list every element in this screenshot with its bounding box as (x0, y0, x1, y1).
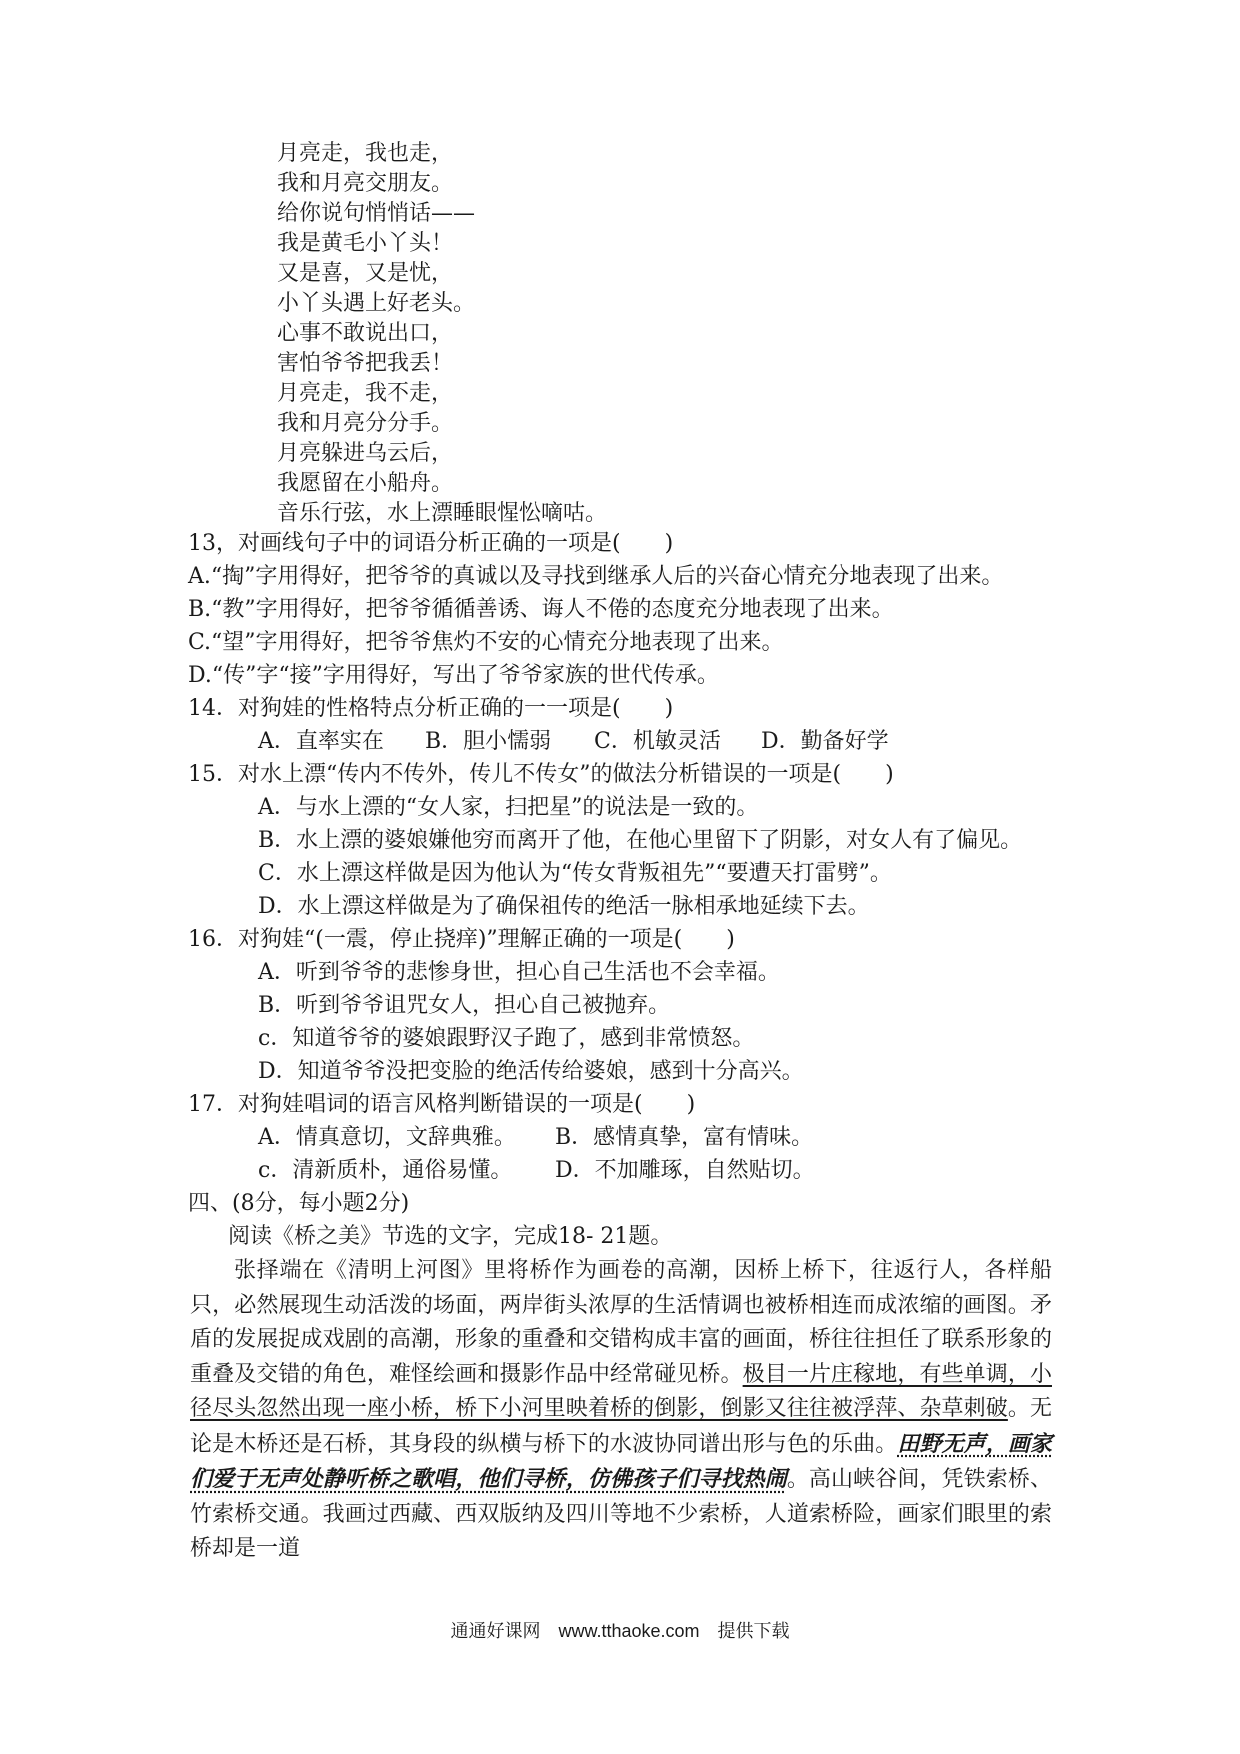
question-15-stem: 15．对水上漂“传内不传外，传儿不传女”的做法分析错误的一项是( ) (188, 762, 894, 787)
question-13-option-d: D.“传”字“接”字用得好，写出了爷爷家族的世代传承。 (188, 663, 719, 688)
question-14-option-d: D．勤备好学 (761, 729, 889, 754)
question-15-option-c: C．水上漂这样做是因为他认为“传女背叛祖先”“要遭天打雷劈”。 (258, 861, 892, 886)
question-14-stem: 14．对狗娃的性格特点分析正确的一一项是( ) (188, 696, 674, 721)
question-14-option-c: C．机敏灵活 (594, 729, 721, 754)
question-17-option-a: A．情真意切，文辞典雅。 (258, 1125, 516, 1150)
underlined-sentence: 极目一片庄稼地，有些单调，小径尽头忽然出现一座小桥，桥下小河里映着桥的倒影，倒影又往往被浮萍、杂草刺破 (190, 1361, 1052, 1421)
question-17-option-b: B．感情真挚，富有情味。 (555, 1125, 814, 1150)
question-14-options (258, 727, 889, 757)
passage-text: 。高山峡谷间，凭铁索桥、竹索桥交通。我画过西藏、西双版纳及四川等地不少索桥，人道索桥险，画家们眼里的索桥却是一道 (190, 1467, 1052, 1561)
question-13-option-a: A.“掏”字用得好，把爷爷的真诚以及寻找到继承人后的兴奋心情充分地表现了出来。 (188, 564, 1004, 589)
page-footer: 通通好课网 www.tthaoke.com 提供下载 (450, 1621, 790, 1641)
question-14-option-a: A．直率实在 (258, 729, 384, 754)
passage-text: 。无论是木桥还是石桥，其身段的纵横与桥下的水波协同谱出形与色的乐曲。 (190, 1396, 1052, 1457)
question-15-option-d: D．水上漂这样做是为了确保祖传的绝活一脉相承地延续下去。 (258, 894, 870, 919)
question-17-options-row1 (258, 1123, 813, 1153)
question-13-stem: 13，对画线句子中的词语分析正确的一项是( ) (188, 531, 674, 556)
emphasized-sentence: 田野无声，画家们爱于无声处静听桥之歌唱，他们寻桥，仿佛孩子们寻找热闹 (190, 1430, 1052, 1492)
question-17-option-c: c．清新质朴，通俗易懂。 (258, 1158, 513, 1183)
poem-line: 月亮走，我不走， (277, 381, 454, 406)
question-15-option-b: B．水上漂的婆娘嫌他穷而离开了他，在他心里留下了阴影，对女人有了偏见。 (258, 828, 1023, 853)
question-13-option-c: C.“望”字用得好，把爷爷焦灼不安的心情充分地表现了出来。 (188, 630, 784, 655)
poem-line: 我和月亮分分手。 (277, 411, 454, 436)
section-intro: 阅读《桥之美》节选的文字，完成18- 21题。 (228, 1224, 673, 1249)
question-14-option-b: B．胆小懦弱 (425, 729, 552, 754)
reading-passage (190, 1254, 1052, 1567)
poem-line: 小丫头遇上好老头。 (277, 291, 476, 316)
poem-line: 又是喜，又是忧， (277, 261, 454, 286)
passage-text: 张择端在《清明上河图》里将桥作为画卷的高潮，因桥上桥下，往返行人，各样船只，必然展现生动活泼的场面，两岸街头浓厚的生活情调也被桥相连而成浓缩的画图。矛盾的发展捉成戏剧的高潮，形象的重叠和交错构成丰富的画面，桥往往担任了联系形象的重叠及交错的角色，难怪绘画和摄影作品中经常碰见桥。 (190, 1258, 1052, 1387)
poem-line: 月亮躲进乌云后， (277, 441, 454, 466)
poem-line: 月亮走，我也走， (277, 141, 454, 166)
poem-line: 我是黄毛小丫头！ (277, 231, 454, 256)
question-17-option-d: D．不加雕琢，自然贴切。 (555, 1158, 815, 1183)
poem-line: 我愿留在小船舟。 (277, 471, 454, 496)
question-15-option-a: A．与水上漂的“女人家，扫把星”的说法是一致的。 (258, 795, 759, 820)
poem-line: 我和月亮交朋友。 (277, 171, 454, 196)
question-16-option-b: B．听到爷爷诅咒女人，担心自己被抛弃。 (258, 993, 671, 1018)
poem-line: 给你说句悄悄话—— (277, 201, 476, 226)
poem-line: 音乐行弦，水上漂睡眼惺忪嘀咕。 (277, 501, 608, 526)
poem-line: 心事不敢说出口， (277, 321, 454, 346)
poem-line: 害怕爷爷把我丢！ (277, 351, 454, 376)
question-17-options-row2 (258, 1156, 815, 1186)
question-17-stem: 17．对狗娃唱词的语言风格判断错误的一项是( ) (188, 1092, 696, 1117)
question-16-option-c: c．知道爷爷的婆娘跟野汉子跑了，感到非常愤怒。 (258, 1026, 755, 1051)
question-13-option-b: B.“教”字用得好，把爷爷循循善诱、诲人不倦的态度充分地表现了出来。 (188, 597, 894, 622)
question-16-stem: 16．对狗娃“(一震，停止挠痒)”理解正确的一项是( ) (188, 927, 735, 952)
section-heading: 四、(8分，每小题2分) (188, 1191, 410, 1216)
question-16-option-d: D．知道爷爷没把变脸的绝活传给婆娘，感到十分高兴。 (258, 1059, 804, 1084)
question-16-option-a: A．听到爷爷的悲惨身世，担心自己生活也不会幸福。 (258, 960, 780, 985)
